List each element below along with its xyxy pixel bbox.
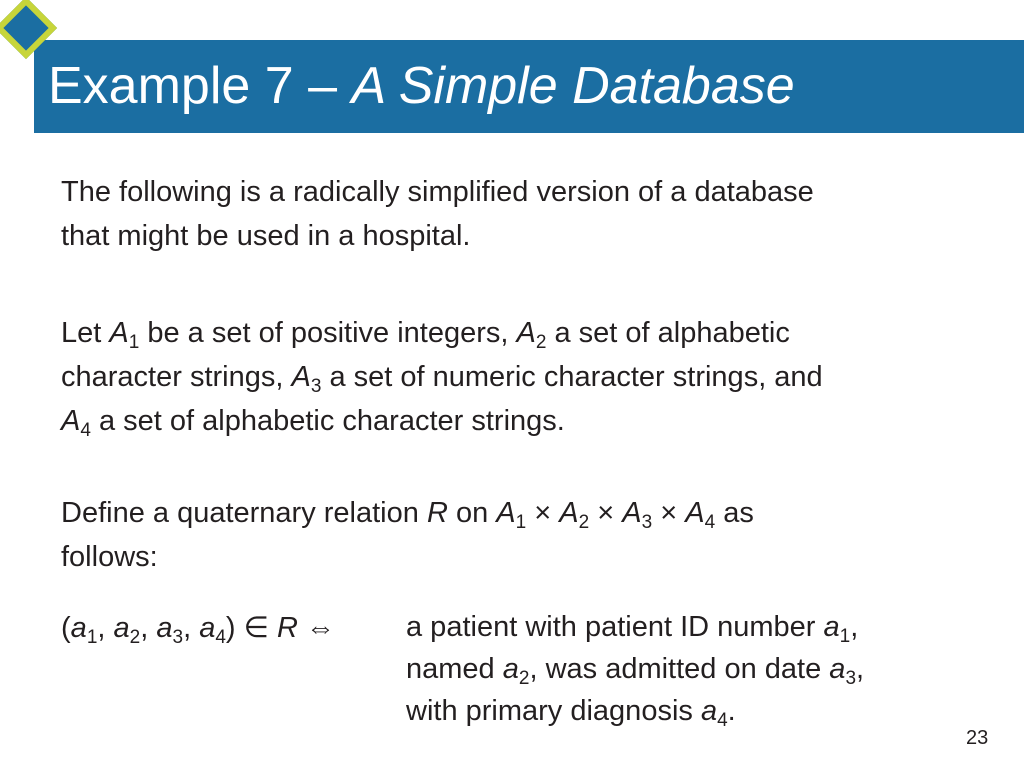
paragraph-intro: The following is a radically simplified version of a database that might be used in a hospital.	[61, 176, 814, 252]
page-number: 23	[966, 727, 989, 749]
paragraph-sets: Let $A_1$ be a set of positive integers, $A_2$ a set of alphabetic character strings, $A_3$ a set of numeric character strings, and $A_4$ a set of alphabetic character strings.	[61, 317, 823, 441]
relation-expression: ($a_1$, $a_2$, $a_3$, $a_4$) ∈ R ⇔	[61, 612, 335, 648]
slide-title: Example 7 – A Simple Database	[48, 57, 795, 115]
paragraph-definition: Define a quaternary relation R on $A_1 \times A_2 \times A_3 \times A_4$ as follows:	[61, 497, 754, 573]
relation-meaning: a patient with patient ID number $a_1$, named $a_2$, was admitted on date $a_3$, with primary diagnosis $a_4$.	[406, 611, 865, 731]
